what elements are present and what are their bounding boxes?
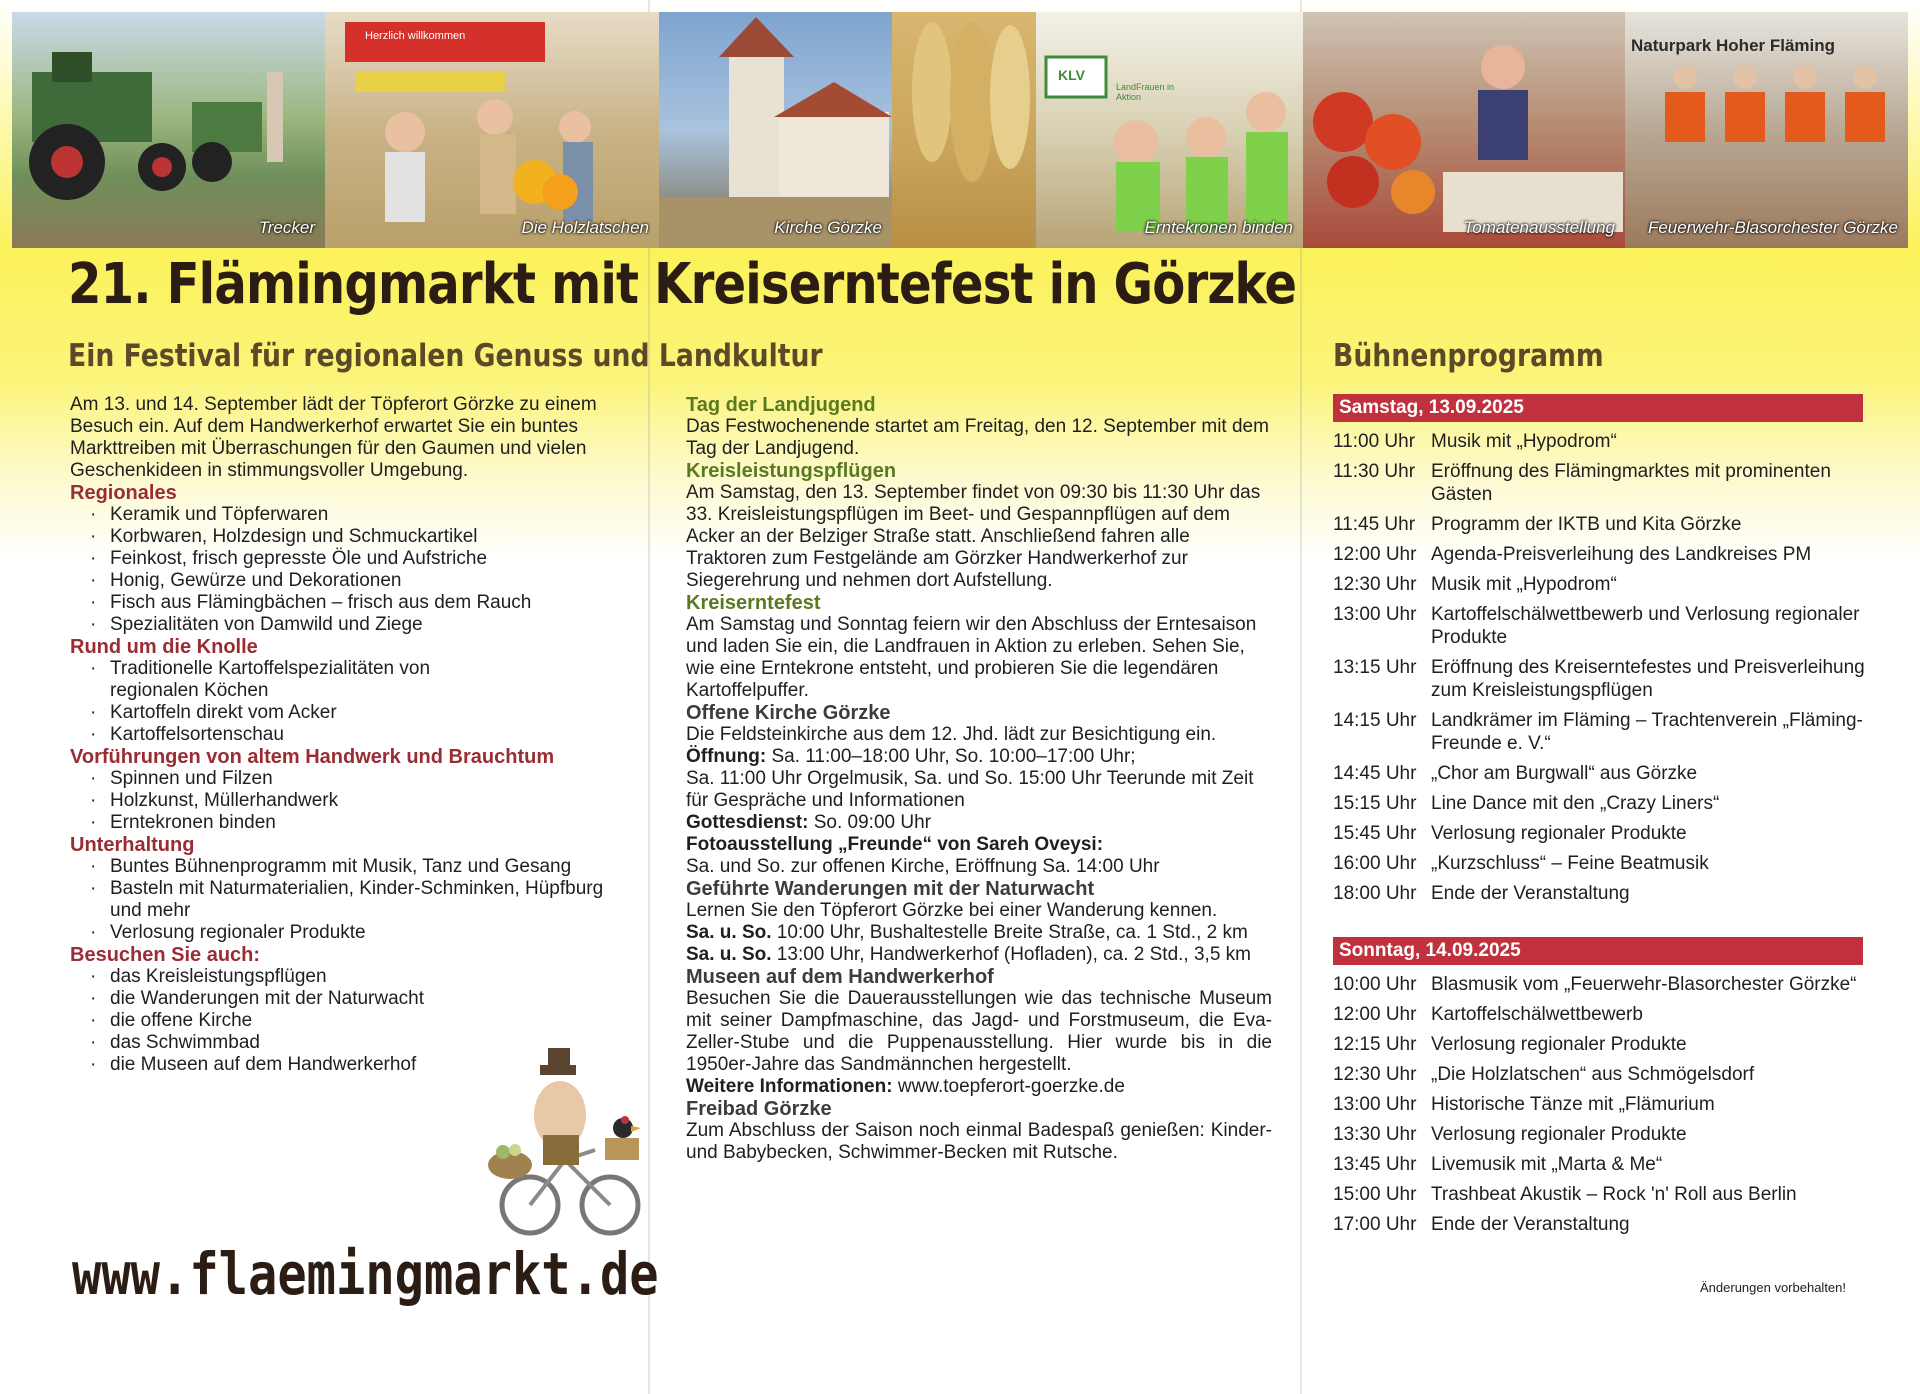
schedule-time: 11:00 Uhr <box>1333 431 1416 452</box>
schedule-event: Verlosung regionaler Produkte <box>1431 823 1687 844</box>
schedule-row <box>1333 822 1873 845</box>
left-column <box>70 394 640 1076</box>
section-heading: Besuchen Sie auch: <box>70 944 261 966</box>
bullet-list <box>70 504 640 636</box>
landfrauen-sign: LandFrauen in Aktion <box>1116 82 1175 102</box>
photo-tomaten <box>1303 12 1625 248</box>
schedule-time: 14:15 Uhr <box>1333 710 1417 731</box>
schedule-row <box>1333 513 1873 536</box>
schedule-event: „Kurzschluss“ – Feine Beatmusik <box>1431 853 1709 874</box>
section-text: Zum Abschluss der Saison noch einmal Badespaß genießen: Kinder- und Babybecken, Schwimmer-Becken mit Rutsche. <box>686 1120 1272 1163</box>
schedule-row <box>1333 1093 1873 1116</box>
schedule-time: 12:15 Uhr <box>1333 1034 1417 1055</box>
schedule-row <box>1333 656 1873 702</box>
schedule-row <box>1333 762 1873 785</box>
section-text: Gottesdienst: So. 09:00 Uhr <box>686 812 931 833</box>
schedule-time: 17:00 Uhr <box>1333 1214 1417 1235</box>
list-item: · Honig, Gewürze und Dekorationen <box>110 570 640 592</box>
schedule-row <box>1333 603 1873 649</box>
naturpark-banner: Naturpark Hoher Fläming <box>1631 36 1836 55</box>
section-text: Sa. u. So. 13:00 Uhr, Handwerkerhof (Hofladen), ca. 2 Std., 3,5 km <box>686 944 1251 965</box>
klv-logo: KLV <box>1058 67 1085 83</box>
program-title: Bühnenprogramm <box>1333 338 1604 374</box>
section-text: Weitere Informationen: www.toepferort-goerzke.de <box>686 1076 1125 1097</box>
schedule-row <box>1333 792 1873 815</box>
section-text: Sa. 11:00 Uhr Orgelmusik, Sa. und So. 15:00 Uhr Teerunde mit Zeit für Gespräche und Informationen <box>686 768 1254 811</box>
list-item: · Fisch aus Flämingbächen – frisch aus dem Rauch <box>110 592 640 614</box>
schedule-row <box>1333 1183 1873 1206</box>
section-heading: Offene Kirche Görzke <box>686 702 891 724</box>
schedule-time: 13:00 Uhr <box>1333 604 1417 625</box>
schedule-row <box>1333 430 1873 453</box>
list-item: · Basteln mit Naturmaterialien, Kinder-Schminken, Hüpfburg und mehr <box>110 878 610 922</box>
schedule-event: „Chor am Burgwall“ aus Görzke <box>1431 763 1698 784</box>
schedule-event: Livemusik mit „Marta & Me“ <box>1431 1154 1663 1175</box>
schedule-event: Ende der Veranstaltung <box>1431 883 1630 904</box>
schedule-sunday <box>1333 973 1873 1243</box>
schedule-time: 10:00 Uhr <box>1333 974 1417 995</box>
schedule-time: 13:30 Uhr <box>1333 1124 1417 1145</box>
page-subtitle: Ein Festival für regionalen Genuss und Landkultur <box>68 338 823 374</box>
list-item: · Kartoffeln direkt vom Acker <box>110 702 440 724</box>
bullet-list <box>70 768 640 834</box>
photo-wheat <box>892 12 1036 248</box>
schedule-event: Verlosung regionaler Produkte <box>1431 1034 1687 1055</box>
section-text: Das Festwochenende startet am Freitag, den 12. September mit dem Tag der Landjugend. <box>686 416 1269 459</box>
list-item: · die Museen auf dem Handwerkerhof <box>110 1054 640 1076</box>
schedule-row <box>1333 1063 1873 1086</box>
photo-holzlatschen <box>325 12 659 248</box>
schedule-row <box>1333 1003 1873 1026</box>
list-item: · Feinkost, frisch gepresste Öle und Aufstriche <box>110 548 640 570</box>
schedule-row <box>1333 1033 1873 1056</box>
photo-caption: Erntekronen binden <box>1144 218 1293 237</box>
schedule-row <box>1333 1213 1873 1236</box>
list-item: · Spezialitäten von Damwild und Ziege <box>110 614 640 636</box>
schedule-time: 11:45 Uhr <box>1333 514 1416 535</box>
schedule-row <box>1333 882 1873 905</box>
schedule-event: Eröffnung des Flämingmarktes mit prominenten Gästen <box>1431 461 1831 505</box>
list-item: · Traditionelle Kartoffelspezialitäten von regionalen Köchen <box>110 658 440 702</box>
schedule-row <box>1333 852 1873 875</box>
list-item: · Kartoffelsortenschau <box>110 724 440 746</box>
list-item: · die offene Kirche <box>110 1010 640 1032</box>
schedule-time: 13:15 Uhr <box>1333 657 1417 678</box>
section-heading: Tag der Landjugend <box>686 394 876 416</box>
middle-column <box>686 394 1272 1164</box>
list-item: · Erntekronen binden <box>110 812 640 834</box>
list-item: · Buntes Bühnenprogramm mit Musik, Tanz und Gesang <box>110 856 610 878</box>
bullet-list <box>70 856 610 944</box>
schedule-event: Musik mit „Hypodrom“ <box>1431 574 1617 595</box>
photo-caption: Kirche Görzke <box>774 218 882 237</box>
section-text: Am Samstag, den 13. September findet von 09:30 bis 11:30 Uhr das 33. Kreisleistungspflügen im Beet- und Gespannpflügen auf dem Acker an der Belziger Straße statt. Anschließend fahren alle Traktoren zum Festgelände am Görzker Handwerkerhof zur Siegerehrung und nehmen dort Aufstellung. <box>686 482 1261 591</box>
section-text: Sa. u. So. 10:00 Uhr, Bushaltestelle Breite Straße, ca. 1 Std., 2 km <box>686 922 1248 943</box>
section-text: Fotoausstellung „Freunde“ von Sareh Oveysi: <box>686 834 1104 855</box>
schedule-time: 13:00 Uhr <box>1333 1094 1417 1115</box>
schedule-time: 12:00 Uhr <box>1333 544 1417 565</box>
section-text: Lernen Sie den Töpferort Görzke bei einer Wanderung kennen. <box>686 900 1218 921</box>
page-title: 21. Flämingmarkt mit Kreiserntefest in Görzke <box>68 252 1297 317</box>
schedule-time: 18:00 Uhr <box>1333 883 1417 904</box>
section-text: Besuchen Sie die Dauerausstellungen wie das technische Museum mit seiner Dampfmaschine, das Jagd- und Forstmuseum, die Eva-Zeller-Stube und die Puppenausstellung. Hier wurde bis in die 1950er-Jahre das Sandmännchen hergestellt. <box>686 988 1272 1075</box>
potato-on-bicycle-icon <box>485 1040 655 1240</box>
schedule-event: „Die Holzlatschen“ aus Schmögelsdorf <box>1431 1064 1755 1085</box>
section-text: Öffnung: Sa. 11:00–18:00 Uhr, So. 10:00–17:00 Uhr; <box>686 746 1136 767</box>
list-item: · das Schwimmbad <box>110 1032 640 1054</box>
website-url[interactable]: www.flaemingmarkt.de <box>72 1240 659 1308</box>
schedule-time: 14:45 Uhr <box>1333 763 1417 784</box>
section-heading: Geführte Wanderungen mit der Naturwacht <box>686 878 1095 900</box>
schedule-time: 12:30 Uhr <box>1333 574 1417 595</box>
schedule-time: 13:45 Uhr <box>1333 1154 1417 1175</box>
schedule-row <box>1333 543 1873 566</box>
schedule-time: 15:00 Uhr <box>1333 1184 1417 1205</box>
section-heading: Rund um die Knolle <box>70 636 258 658</box>
schedule-event: Ende der Veranstaltung <box>1431 1214 1630 1235</box>
list-item: · die Wanderungen mit der Naturwacht <box>110 988 640 1010</box>
schedule-time: 12:30 Uhr <box>1333 1064 1417 1085</box>
section-heading: Museen auf dem Handwerkerhof <box>686 966 994 988</box>
banner-text: Herzlich willkommen <box>365 30 466 42</box>
section-heading: Unterhaltung <box>70 834 195 856</box>
schedule-event: Programm der IKTB und Kita Görzke <box>1431 514 1742 535</box>
section-heading: Vorführungen von altem Handwerk und Brauchtum <box>70 746 555 768</box>
section-heading: Kreisleistungspflügen <box>686 460 897 482</box>
schedule-event: Kartoffelschälwettbewerb und Verlosung regionaler Produkte <box>1431 604 1860 648</box>
photo-caption: Tomatenausstellung <box>1463 218 1615 237</box>
schedule-event: Verlosung regionaler Produkte <box>1431 1124 1687 1145</box>
schedule-row <box>1333 709 1873 755</box>
schedule-time: 11:30 Uhr <box>1333 461 1416 482</box>
schedule-event: Historische Tänze mit „Flämurium <box>1431 1094 1715 1115</box>
intro-text: Am 13. und 14. September lädt der Töpferort Görzke zu einem Besuch ein. Auf dem Handwerkerhof erwartet Sie ein buntes Markttreiben mit Überraschungen für den Gaumen und vielen Geschenkideen in stimmungsvoller Umgebung. <box>70 394 597 481</box>
schedule-row <box>1333 1123 1873 1146</box>
list-item: · das Kreisleistungspflügen <box>110 966 640 988</box>
section-text: Sa. und So. zur offenen Kirche, Eröffnung Sa. 14:00 Uhr <box>686 856 1160 877</box>
schedule-event: Musik mit „Hypodrom“ <box>1431 431 1617 452</box>
section-text: Die Feldsteinkirche aus dem 12. Jhd. lädt zur Besichtigung ein. <box>686 724 1217 745</box>
photo-strip <box>12 12 1908 248</box>
schedule-time: 16:00 Uhr <box>1333 853 1417 874</box>
schedule-event: Agenda-Preisverleihung des Landkreises PM <box>1431 544 1812 565</box>
list-item: · Korbwaren, Holzdesign und Schmuckartikel <box>110 526 640 548</box>
disclaimer-note: Änderungen vorbehalten! <box>1700 1280 1847 1295</box>
schedule-saturday <box>1333 430 1873 912</box>
day-header-sunday: Sonntag, 14.09.2025 <box>1333 937 1863 965</box>
photo-orchester <box>1625 12 1908 248</box>
schedule-event: Kartoffelschälwettbewerb <box>1431 1004 1643 1025</box>
photo-kirche <box>659 12 892 248</box>
schedule-time: 12:00 Uhr <box>1333 1004 1417 1025</box>
list-item: · Holzkunst, Müllerhandwerk <box>110 790 640 812</box>
photo-caption: Feuerwehr-Blasorchester Görzke <box>1647 218 1898 237</box>
schedule-row <box>1333 1153 1873 1176</box>
schedule-event: Eröffnung des Kreiserntefestes und Preisverleihung zum Kreisleistungspflügen <box>1431 657 1865 701</box>
list-item: · Spinnen und Filzen <box>110 768 640 790</box>
schedule-event: Blasmusik vom „Feuerwehr-Blasorchester Görzke“ <box>1431 974 1857 995</box>
section-heading: Kreiserntefest <box>686 592 821 614</box>
bullet-list <box>70 658 440 746</box>
photo-erntekronen <box>1036 12 1303 248</box>
schedule-event: Line Dance mit den „Crazy Liners“ <box>1431 793 1720 814</box>
schedule-event: Trashbeat Akustik – Rock 'n' Roll aus Berlin <box>1431 1184 1797 1205</box>
list-item: · Keramik und Töpferwaren <box>110 504 640 526</box>
section-text: Am Samstag und Sonntag feiern wir den Abschluss der Erntesaison und laden Sie ein, die Landfrauen in Aktion zu erleben. Sehen Sie, wie eine Erntekrone entsteht, und probieren Sie die legendären Kartoffelpuffer. <box>686 614 1257 701</box>
section-heading: Regionales <box>70 482 177 504</box>
photo-caption: Trecker <box>258 218 315 237</box>
schedule-event: Landkrämer im Fläming – Trachtenverein „Fläming-Freunde e. V.“ <box>1431 710 1863 754</box>
schedule-time: 15:15 Uhr <box>1333 793 1417 814</box>
schedule-row <box>1333 973 1873 996</box>
schedule-row <box>1333 460 1873 506</box>
schedule-row <box>1333 573 1873 596</box>
day-header-saturday: Samstag, 13.09.2025 <box>1333 394 1863 422</box>
photo-trecker <box>12 12 325 248</box>
photo-caption: Die Holzlatschen <box>521 218 649 237</box>
schedule-time: 15:45 Uhr <box>1333 823 1417 844</box>
section-heading: Freibad Görzke <box>686 1098 832 1120</box>
list-item: · Verlosung regionaler Produkte <box>110 922 610 944</box>
